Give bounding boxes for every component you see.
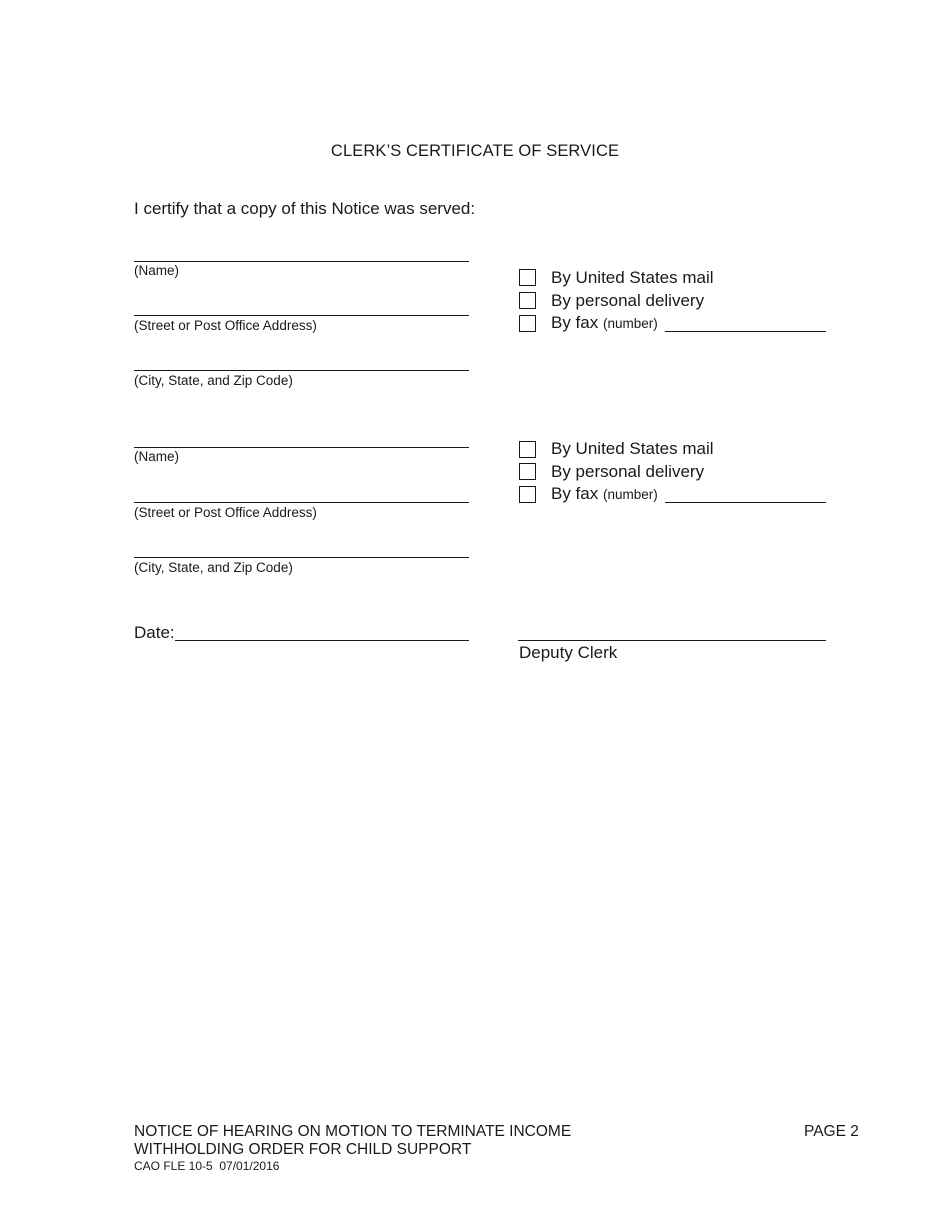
recipient-2-name-line[interactable] (134, 447, 469, 448)
recipient-2-name-caption: (Name) (134, 449, 180, 464)
footer-form-id: CAO FLE 10-5 07/01/2016 (134, 1159, 280, 1173)
footer-form-title (134, 1123, 571, 1159)
recipient-1-mail-label: By United States mail (551, 268, 714, 287)
recipient-2-mail-checkbox[interactable] (519, 441, 536, 458)
recipient-1-street-line[interactable] (134, 315, 469, 316)
recipient-2-street-caption: (Street or Post Office Address) (134, 505, 317, 520)
recipient-1-fax-number-caption: (number) (602, 316, 658, 331)
recipient-1-name-caption: (Name) (134, 263, 180, 278)
recipient-1-personal-label: By personal delivery (551, 291, 705, 310)
footer-title-line-1: NOTICE OF HEARING ON MOTION TO TERMINATE INCOME (134, 1123, 572, 1140)
recipient-2-personal-checkbox[interactable] (519, 463, 536, 480)
footer-title-line-2: WITHHOLDING ORDER FOR CHILD SUPPORT (134, 1141, 472, 1158)
date-label: Date: (134, 623, 175, 642)
recipient-2-fax-option (551, 484, 658, 504)
recipient-1-city-caption: (City, State, and Zip Code) (134, 373, 293, 388)
recipient-1-fax-number-line[interactable] (665, 331, 826, 332)
recipient-2-fax-number-line[interactable] (665, 502, 826, 503)
recipient-1-fax-label: By fax (551, 313, 599, 332)
date-line[interactable] (175, 640, 469, 641)
recipient-1-personal-checkbox[interactable] (519, 292, 536, 309)
recipient-1-fax-option (551, 313, 658, 333)
page-title: CLERK’S CERTIFICATE OF SERVICE (330, 142, 620, 160)
recipient-2-street-line[interactable] (134, 502, 469, 503)
recipient-1-street-caption: (Street or Post Office Address) (134, 318, 317, 333)
recipient-2-city-line[interactable] (134, 557, 469, 558)
page-number: PAGE 2 (804, 1123, 859, 1140)
recipient-2-mail-label: By United States mail (551, 439, 714, 458)
recipient-2-fax-number-caption: (number) (602, 487, 658, 502)
signature-line[interactable] (518, 640, 826, 641)
recipient-1-name-line[interactable] (134, 261, 469, 262)
recipient-2-fax-checkbox[interactable] (519, 486, 536, 503)
recipient-2-fax-label: By fax (551, 484, 599, 503)
deputy-clerk-caption: Deputy Clerk (519, 643, 618, 662)
recipient-2-city-caption: (City, State, and Zip Code) (134, 560, 293, 575)
certification-statement: I certify that a copy of this Notice was served: (134, 199, 476, 218)
recipient-1-fax-checkbox[interactable] (519, 315, 536, 332)
recipient-1-city-line[interactable] (134, 370, 469, 371)
recipient-2-personal-label: By personal delivery (551, 462, 705, 481)
recipient-1-mail-checkbox[interactable] (519, 269, 536, 286)
